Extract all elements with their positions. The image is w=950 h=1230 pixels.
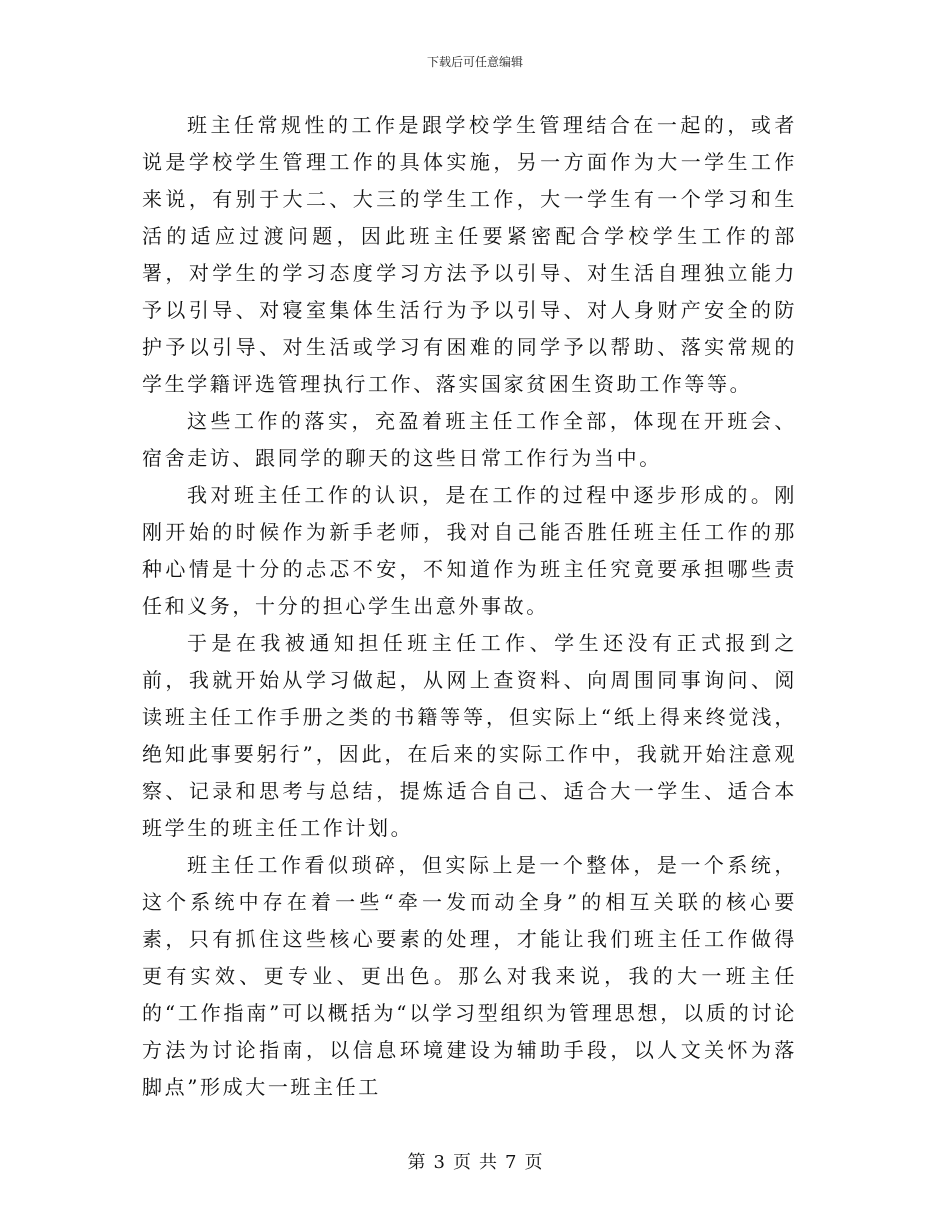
footer-current-page: 3	[433, 1152, 445, 1173]
paragraph-5: 班主任工作看似琐碎，但实际上是一个整体，是一个系统，这个系统中存在着一些“牵一发而动全身”的相互关联的核心要素，只有抓住这些核心要素的处理，才能让我们班主任工作做得更有实效、更专业、更出色。那么对我来说，我的大一班主任的“工作指南”可以概括为“以学习型组织为管理思想，以质的讨论方法为讨论指南，以信息环境建设为辅助手段，以人文关怀为落脚点”形成大一班主任工	[142, 853, 797, 1099]
paragraph-3: 我对班主任工作的认识，是在工作的过程中逐步形成的。刚刚开始的时候作为新手老师，我对自己能否胜任班主任工作的那种心情是十分的忐忑不安，不知道作为班主任究竟要承担哪些责任和义务，十分的担心学生出意外事故。	[142, 483, 797, 618]
footer-suffix: 页	[524, 1152, 543, 1173]
paragraph-2: 这些工作的落实，充盈着班主任工作全部，体现在开班会、宿舍走访、跟同学的聊天的这些日常工作行为当中。	[142, 409, 797, 470]
document-body	[142, 107, 797, 1106]
footer-prefix: 第	[407, 1152, 426, 1173]
page-header-note: 下载后可任意编辑	[426, 55, 523, 69]
footer-total-word: 共	[479, 1152, 497, 1173]
paragraph-4: 于是在我被通知担任班主任工作、学生还没有正式报到之前，我就开始从学习做起，从网上查资料、向周围同事询问、阅读班主任工作手册之类的书籍等等，但实际上“纸上得来终觉浅，绝知此事要躬行”，因此，在后来的实际工作中，我就开始注意观察、记录和思考与总结，提炼适合自己、适合大一学生、适合本班学生的班主任工作计划。	[142, 631, 797, 840]
paragraph-1: 班主任常规性的工作是跟学校学生管理结合在一起的，或者说是学校学生管理工作的具体实施，另一方面作为大一学生工作来说，有别于大二、大三的学生工作，大一学生有一个学习和生活的适应过渡问题，因此班主任要紧密配合学校学生工作的部署，对学生的学习态度学习方法予以引导、对生活自理独立能力予以引导、对寝室集体生活行为予以引导、对人身财产安全的防护予以引导、对生活或学习有困难的同学予以帮助、落实常规的学生学籍评选管理执行工作、落实国家贫困生资助工作等等。	[142, 113, 797, 396]
footer-total-pages: 7	[505, 1152, 517, 1173]
page-footer	[0, 1152, 950, 1174]
footer-page-word: 页	[453, 1152, 471, 1173]
